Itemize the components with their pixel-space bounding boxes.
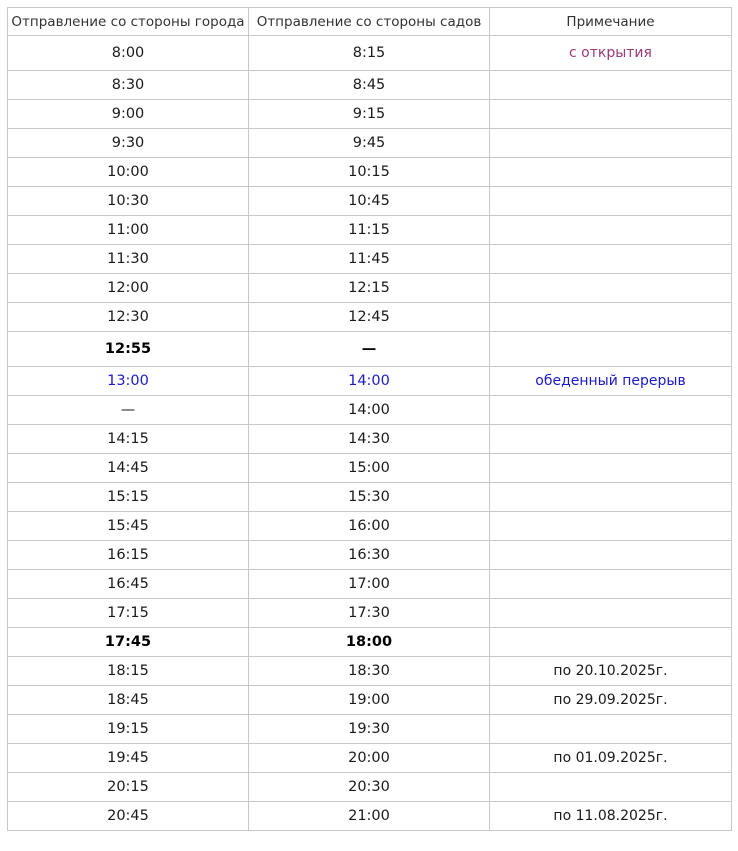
cell-gardens-departure: — xyxy=(249,332,490,367)
cell-gardens-departure: 9:45 xyxy=(249,129,490,158)
cell-gardens-departure: 14:00 xyxy=(249,367,490,396)
cell-gardens-departure: 20:30 xyxy=(249,773,490,802)
cell-note xyxy=(490,425,732,454)
cell-city-departure: 10:30 xyxy=(8,187,249,216)
table-row xyxy=(8,425,732,454)
cell-city-departure: 19:45 xyxy=(8,744,249,773)
cell-gardens-departure: 14:00 xyxy=(249,396,490,425)
cell-city-departure: 15:45 xyxy=(8,512,249,541)
cell-gardens-departure: 17:00 xyxy=(249,570,490,599)
cell-note xyxy=(490,303,732,332)
table-row xyxy=(8,216,732,245)
cell-city-departure: 16:45 xyxy=(8,570,249,599)
cell-note xyxy=(490,274,732,303)
cell-note xyxy=(490,216,732,245)
cell-gardens-departure: 20:00 xyxy=(249,744,490,773)
cell-gardens-departure: 14:30 xyxy=(249,425,490,454)
cell-gardens-departure: 18:30 xyxy=(249,657,490,686)
cell-note xyxy=(490,570,732,599)
cell-city-departure: 15:15 xyxy=(8,483,249,512)
cell-city-departure: 9:00 xyxy=(8,100,249,129)
table-row xyxy=(8,541,732,570)
table-row xyxy=(8,570,732,599)
cell-gardens-departure: 15:30 xyxy=(249,483,490,512)
cell-gardens-departure: 19:00 xyxy=(249,686,490,715)
cell-note xyxy=(490,715,732,744)
cell-gardens-departure: 16:30 xyxy=(249,541,490,570)
table-row xyxy=(8,773,732,802)
table-row xyxy=(8,158,732,187)
table-header xyxy=(8,8,732,36)
header-city-departure: Отправление со стороны города xyxy=(8,8,249,36)
cell-city-departure: 11:00 xyxy=(8,216,249,245)
cell-note xyxy=(490,187,732,216)
cell-city-departure: 8:30 xyxy=(8,71,249,100)
table-row xyxy=(8,628,732,657)
table-row xyxy=(8,332,732,367)
cell-gardens-departure: 19:30 xyxy=(249,715,490,744)
table-row xyxy=(8,274,732,303)
cell-gardens-departure: 11:15 xyxy=(249,216,490,245)
cell-gardens-departure: 15:00 xyxy=(249,454,490,483)
cell-gardens-departure: 16:00 xyxy=(249,512,490,541)
cell-city-departure: 14:45 xyxy=(8,454,249,483)
cell-gardens-departure: 9:15 xyxy=(249,100,490,129)
cell-note: обеденный перерыв xyxy=(490,367,732,396)
table-row xyxy=(8,396,732,425)
cell-note xyxy=(490,71,732,100)
cell-gardens-departure: 8:45 xyxy=(249,71,490,100)
cell-city-departure: 12:55 xyxy=(8,332,249,367)
cell-city-departure: 20:45 xyxy=(8,802,249,831)
cell-city-departure: — xyxy=(8,396,249,425)
cell-city-departure: 13:00 xyxy=(8,367,249,396)
cell-city-departure: 10:00 xyxy=(8,158,249,187)
cell-note: по 29.09.2025г. xyxy=(490,686,732,715)
table-row xyxy=(8,36,732,71)
cell-city-departure: 17:15 xyxy=(8,599,249,628)
header-row xyxy=(8,8,732,36)
table-row xyxy=(8,129,732,158)
table-row xyxy=(8,100,732,129)
cell-note xyxy=(490,773,732,802)
table-row xyxy=(8,483,732,512)
table-row xyxy=(8,187,732,216)
cell-city-departure: 19:15 xyxy=(8,715,249,744)
cell-gardens-departure: 10:45 xyxy=(249,187,490,216)
header-gardens-departure: Отправление со стороны садов xyxy=(249,8,490,36)
cell-note xyxy=(490,628,732,657)
cell-gardens-departure: 12:15 xyxy=(249,274,490,303)
cell-note xyxy=(490,512,732,541)
cell-note xyxy=(490,541,732,570)
table-row xyxy=(8,454,732,483)
cell-note: с открытия xyxy=(490,36,732,71)
cell-note xyxy=(490,245,732,274)
cell-note xyxy=(490,332,732,367)
cell-city-departure: 18:15 xyxy=(8,657,249,686)
cell-gardens-departure: 10:15 xyxy=(249,158,490,187)
table-row xyxy=(8,599,732,628)
cell-note xyxy=(490,100,732,129)
table-row xyxy=(8,802,732,831)
cell-city-departure: 18:45 xyxy=(8,686,249,715)
cell-city-departure: 8:00 xyxy=(8,36,249,71)
table-row xyxy=(8,715,732,744)
cell-city-departure: 12:00 xyxy=(8,274,249,303)
cell-note xyxy=(490,454,732,483)
cell-note: по 11.08.2025г. xyxy=(490,802,732,831)
cell-gardens-departure: 12:45 xyxy=(249,303,490,332)
cell-note xyxy=(490,483,732,512)
table-row xyxy=(8,686,732,715)
table-row xyxy=(8,657,732,686)
cell-city-departure: 11:30 xyxy=(8,245,249,274)
cell-city-departure: 20:15 xyxy=(8,773,249,802)
table-body xyxy=(8,36,732,831)
cell-city-departure: 9:30 xyxy=(8,129,249,158)
cell-gardens-departure: 21:00 xyxy=(249,802,490,831)
cell-city-departure: 12:30 xyxy=(8,303,249,332)
cell-gardens-departure: 11:45 xyxy=(249,245,490,274)
cell-note xyxy=(490,129,732,158)
table-row xyxy=(8,303,732,332)
cell-gardens-departure: 17:30 xyxy=(249,599,490,628)
cell-gardens-departure: 18:00 xyxy=(249,628,490,657)
table-row xyxy=(8,71,732,100)
cell-note: по 20.10.2025г. xyxy=(490,657,732,686)
header-note: Примечание xyxy=(490,8,732,36)
cell-note: по 01.09.2025г. xyxy=(490,744,732,773)
cell-gardens-departure: 8:15 xyxy=(249,36,490,71)
cell-city-departure: 14:15 xyxy=(8,425,249,454)
table-row xyxy=(8,367,732,396)
cell-note xyxy=(490,158,732,187)
cell-note xyxy=(490,599,732,628)
cell-note xyxy=(490,396,732,425)
cell-city-departure: 16:15 xyxy=(8,541,249,570)
cell-city-departure: 17:45 xyxy=(8,628,249,657)
table-row xyxy=(8,512,732,541)
table-row xyxy=(8,744,732,773)
bus-schedule-table xyxy=(7,7,732,831)
table-row xyxy=(8,245,732,274)
